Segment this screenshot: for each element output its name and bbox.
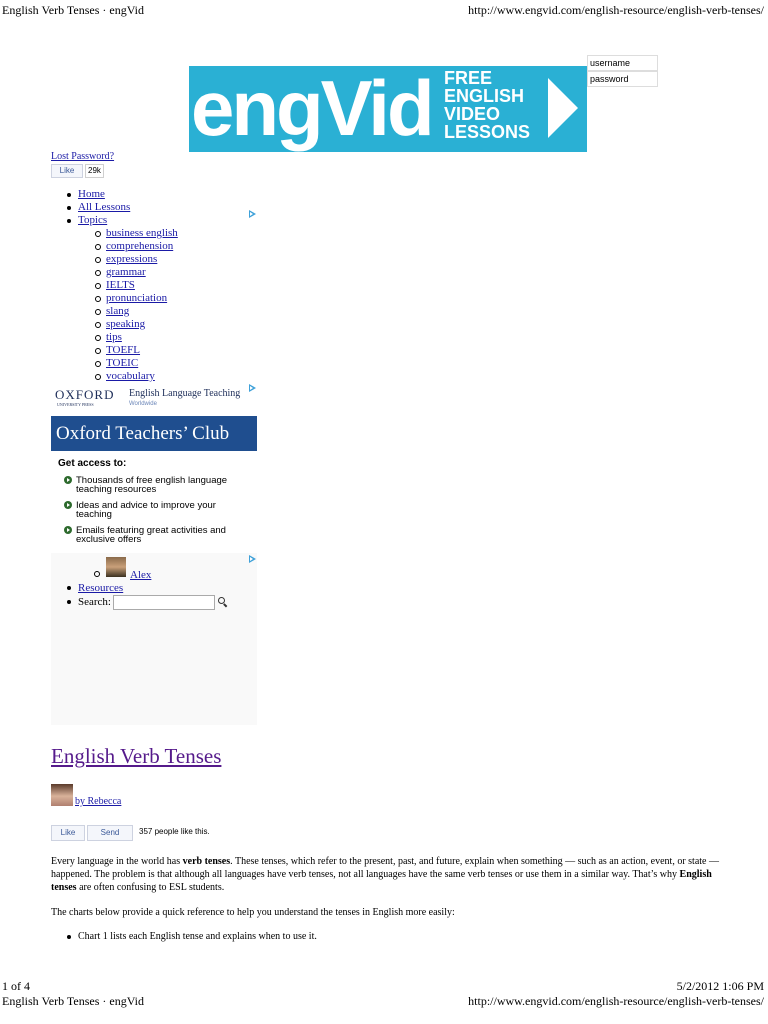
circle-bullet-icon (95, 361, 101, 367)
oxford-ad-heading: English Language Teaching (129, 388, 241, 399)
nav-resources-link[interactable]: Resources (78, 582, 124, 594)
teacher-alex-link[interactable]: Alex (130, 569, 152, 581)
circle-bullet-icon (95, 257, 101, 263)
circle-bullet-icon (95, 231, 101, 237)
topic-item[interactable] (106, 305, 178, 318)
intro-paragraph (51, 855, 721, 894)
topic-link[interactable]: expressions (106, 253, 158, 265)
bullet-icon (67, 600, 71, 604)
oxford-benefit: Ideas and advice to improve your teaching (76, 500, 216, 520)
circle-bullet-icon (95, 374, 101, 380)
bold-verb-tenses: verb tenses (182, 856, 231, 867)
password-input[interactable]: password (587, 71, 658, 87)
topic-link[interactable]: speaking (106, 318, 146, 330)
print-header-url: http://www.engvid.com/english-resource/english-verb-tenses/ (468, 994, 764, 1008)
tagline-free: FREE (444, 68, 493, 88)
adchoices-icon[interactable] (249, 210, 256, 218)
topic-item[interactable] (106, 279, 178, 292)
topic-item[interactable] (106, 370, 178, 383)
topic-item[interactable] (106, 240, 178, 253)
print-header-title: English Verb Tenses · engVid (2, 994, 144, 1008)
topic-item[interactable] (106, 357, 178, 370)
topic-link[interactable]: tips (106, 331, 122, 343)
topic-item[interactable] (106, 227, 178, 240)
topic-link[interactable]: TOEIC (106, 357, 139, 369)
print-header-url: http://www.engvid.com/english-resource/english-verb-tenses/ (468, 3, 764, 17)
nav-home-link[interactable]: Home (78, 188, 105, 200)
oxford-ad-subheading: Worldwide (129, 401, 157, 407)
arrow-bullet-icon (64, 526, 72, 534)
play-icon (548, 78, 578, 138)
print-footer-datetime: 5/2/2012 1:06 PM (676, 979, 764, 993)
facebook-like-button[interactable]: Like (51, 164, 83, 178)
adchoices-icon[interactable] (249, 384, 256, 392)
text-segment: . These tenses, which refer to the present, past, and future, explain when something — such as an action, event, or state — happened. The problem is that although all languages have verb tenses, not all languages have the same verb tenses or use them in a similar way. That’s why (51, 856, 719, 880)
circle-bullet-icon (95, 296, 101, 302)
topic-item[interactable] (106, 292, 178, 305)
topic-link[interactable]: slang (106, 305, 130, 317)
topic-link[interactable]: TOEFL (106, 344, 141, 356)
topic-link[interactable]: vocabulary (106, 370, 155, 382)
circle-bullet-icon (95, 309, 101, 315)
article-title[interactable]: English Verb Tenses (51, 744, 222, 768)
bullet-icon (67, 935, 71, 939)
engvid-banner[interactable] (189, 66, 587, 152)
topic-link[interactable]: pronunciation (106, 292, 168, 304)
facebook-like-button[interactable]: Like (51, 825, 85, 841)
topic-item[interactable] (106, 318, 178, 331)
bullet-icon (67, 219, 71, 223)
circle-bullet-icon (95, 244, 101, 250)
oxford-benefit: Emails featuring great activities and exclusive offers (76, 525, 226, 545)
nav-topics-link[interactable]: Topics (78, 214, 108, 226)
sidebar-ad-placeholder (51, 553, 257, 725)
chart-bullet-1: Chart 1 lists each English tense and explains when to use it. (78, 931, 317, 942)
username-input[interactable]: username (587, 55, 658, 71)
bullet-icon (67, 193, 71, 197)
text-segment: Every language in the world has (51, 856, 183, 867)
topic-item[interactable] (106, 344, 178, 357)
circle-bullet-icon (94, 571, 100, 577)
nav-all-lessons-link[interactable]: All Lessons (78, 201, 131, 213)
likes-count-text: 357 people like this. (139, 827, 210, 836)
text-segment: are often confusing to ESL students. (76, 882, 225, 893)
topic-item[interactable] (106, 266, 178, 279)
print-footer-page-number: 1 of 4 (2, 979, 30, 993)
nav-item-home[interactable] (78, 188, 130, 201)
adchoices-icon[interactable] (249, 555, 256, 563)
arrow-bullet-icon (64, 476, 72, 484)
circle-bullet-icon (95, 348, 101, 354)
main-nav (78, 188, 130, 227)
bullet-icon (67, 586, 71, 590)
charts-intro-paragraph: The charts below provide a quick reference to help you understand the tenses in English more easily: (51, 907, 455, 918)
get-access-label: Get access to: (58, 458, 127, 469)
tagline-video: VIDEO (444, 104, 501, 124)
oxford-logo: OXFORD (55, 387, 115, 402)
circle-bullet-icon (95, 335, 101, 341)
nav-item-all-lessons[interactable] (78, 201, 130, 214)
arrow-bullet-icon (64, 501, 72, 509)
tagline-lessons: LESSONS (444, 122, 531, 142)
circle-bullet-icon (95, 283, 101, 289)
topic-link[interactable]: grammar (106, 266, 146, 278)
tagline-english: ENGLISH (444, 86, 525, 106)
bold-english-tenses: English tenses (51, 869, 712, 893)
search-icon[interactable] (218, 597, 225, 604)
author-link[interactable]: by Rebecca (75, 796, 122, 807)
banner-tagline (444, 69, 530, 141)
print-header-title: English Verb Tenses · engVid (2, 3, 144, 17)
alex-avatar[interactable] (106, 557, 126, 577)
topic-link[interactable]: IELTS (106, 279, 135, 291)
oxford-logo-sub: UNIVERSITY PRESS (57, 402, 94, 407)
circle-bullet-icon (95, 270, 101, 276)
circle-bullet-icon (95, 322, 101, 328)
topics-list (106, 227, 178, 383)
rebecca-avatar[interactable] (51, 784, 73, 806)
facebook-send-button[interactable]: Send (87, 825, 133, 841)
bullet-icon (67, 206, 71, 210)
engvid-logo: engVid (191, 66, 432, 152)
search-label: Search: (78, 596, 111, 608)
nav-item-topics[interactable] (78, 214, 130, 227)
lost-password-link[interactable]: Lost Password? (51, 151, 115, 162)
topic-item[interactable] (106, 331, 178, 344)
search-input[interactable] (113, 595, 215, 610)
oxford-benefit: Thousands of free english language teaching resources (76, 475, 228, 495)
topic-link[interactable]: business english (106, 227, 178, 239)
topic-link[interactable]: comprehension (106, 240, 174, 252)
oxford-teachers-club-heading: Oxford Teachers’ Club (51, 416, 257, 451)
topic-item[interactable] (106, 253, 178, 266)
facebook-like-count: 29k (85, 164, 104, 178)
